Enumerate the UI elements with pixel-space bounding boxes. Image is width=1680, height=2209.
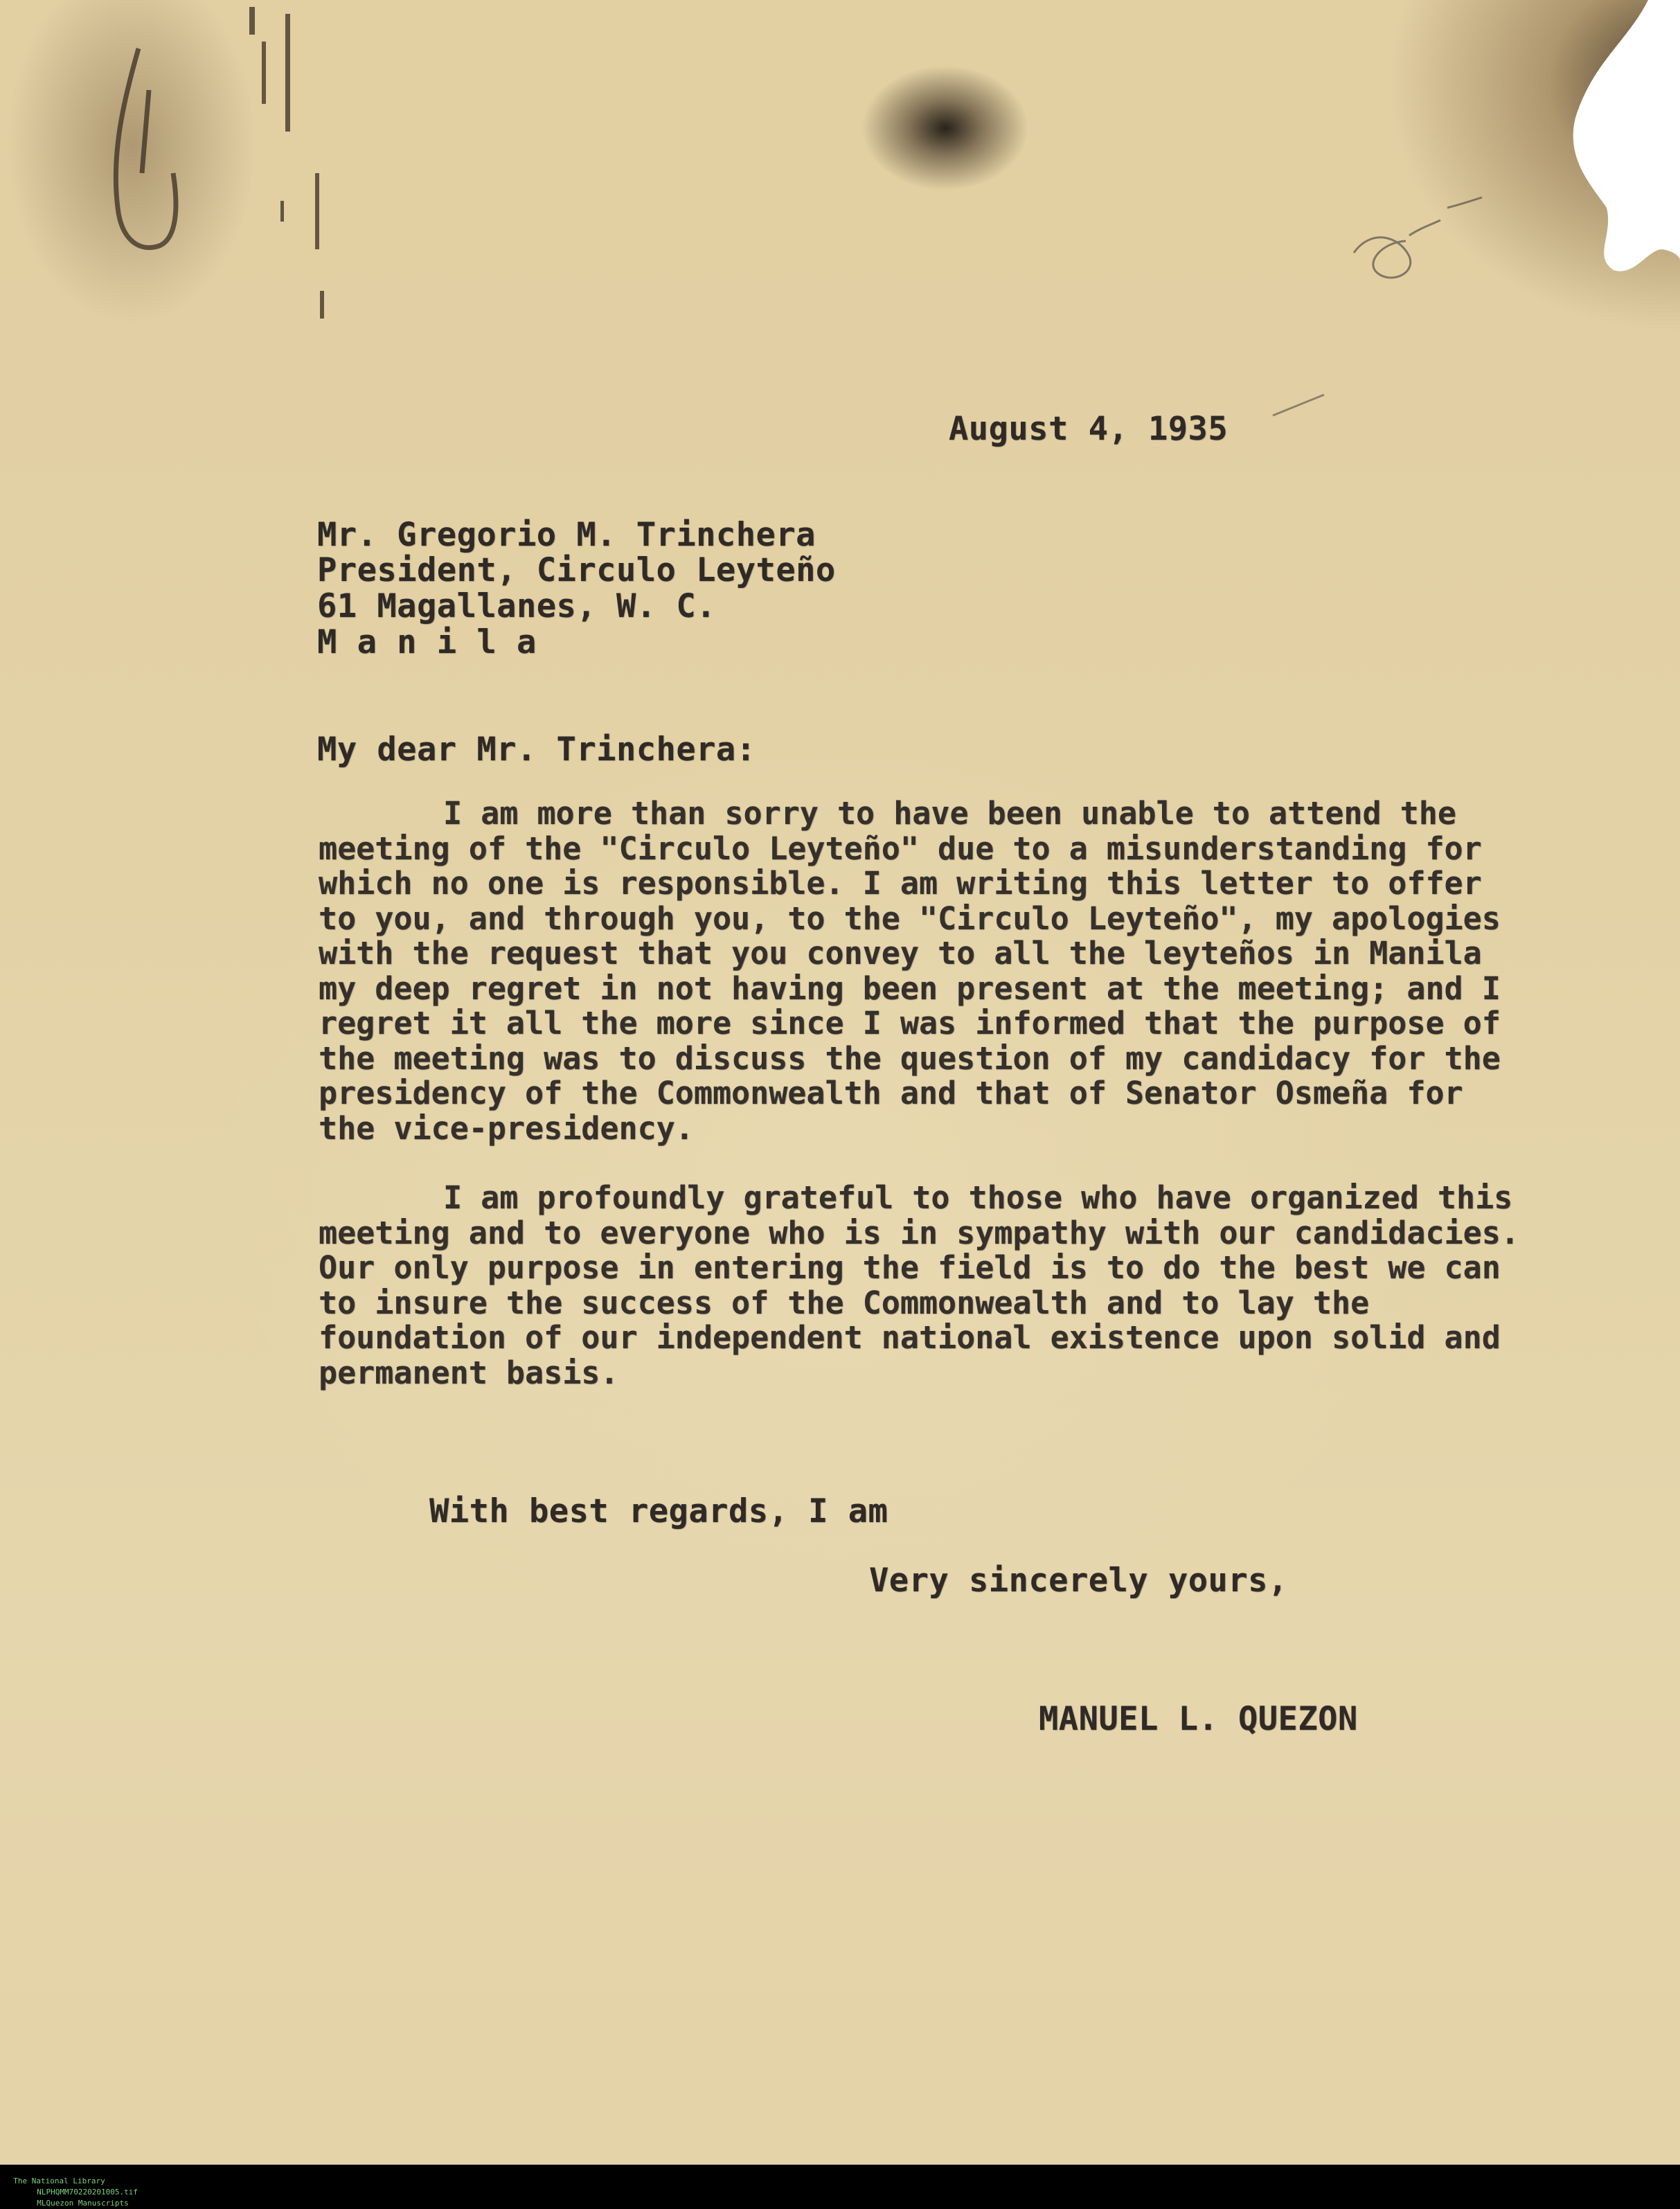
footer-library: The National Library xyxy=(13,2176,105,2185)
pencil-mark xyxy=(1354,197,1482,278)
footer-collection: MLQuezon Manuscripts xyxy=(37,2199,129,2208)
recipient-street: 61 Magallanes, W. C. xyxy=(317,587,716,625)
archive-footer xyxy=(0,2165,1680,2208)
salutation: My dear Mr. Trinchera: xyxy=(317,731,756,769)
letter-body xyxy=(319,796,1537,1390)
signature-name: MANUEL L. QUEZON xyxy=(1039,1700,1358,1738)
recipient-city: M a n i l a xyxy=(317,623,537,661)
recipient-name: Mr. Gregorio M. Trinchera xyxy=(317,516,816,554)
closing-line: Very sincerely yours, xyxy=(869,1562,1288,1600)
burn-hole xyxy=(1573,0,1680,271)
regards-line: With best regards, I am xyxy=(429,1492,888,1530)
pencil-dash xyxy=(1273,395,1324,415)
letter-date: August 4, 1935 xyxy=(949,410,1228,448)
staple-mark-left xyxy=(116,48,176,248)
body-paragraph-2: I am profoundly grateful to those who have organized this meeting and to everyone who is in sympathy with our candidacies. Our only purpose in entering the field is to do the best we can to insure the success of the Commonwealth and to lay the foundation of our independent national existence upon solid and permanent basis. xyxy=(319,1179,1519,1391)
footer-file: NLPHQMM70220201005.tif xyxy=(37,2188,138,2197)
staple-mark-right xyxy=(249,7,324,319)
recipient-title: President, Circulo Leyteño xyxy=(317,551,836,589)
body-paragraph-1: I am more than sorry to have been unable to attend the meeting of the "Circulo Leyteño" due to a misunderstanding for which no one is responsible. I am writing this letter to offer to you, and through you, to the "Circulo Leyteño", my apologies with the request that you convey to all the leyteños in Manila my deep regret in not having been present at the meeting; and I regret it all the more since I was informed that the purpose of the meeting was to discuss the question of my candidacy for the presidency of the Commonwealth and that of Senator Osmeña for the vice-presidency. xyxy=(319,795,1501,1147)
